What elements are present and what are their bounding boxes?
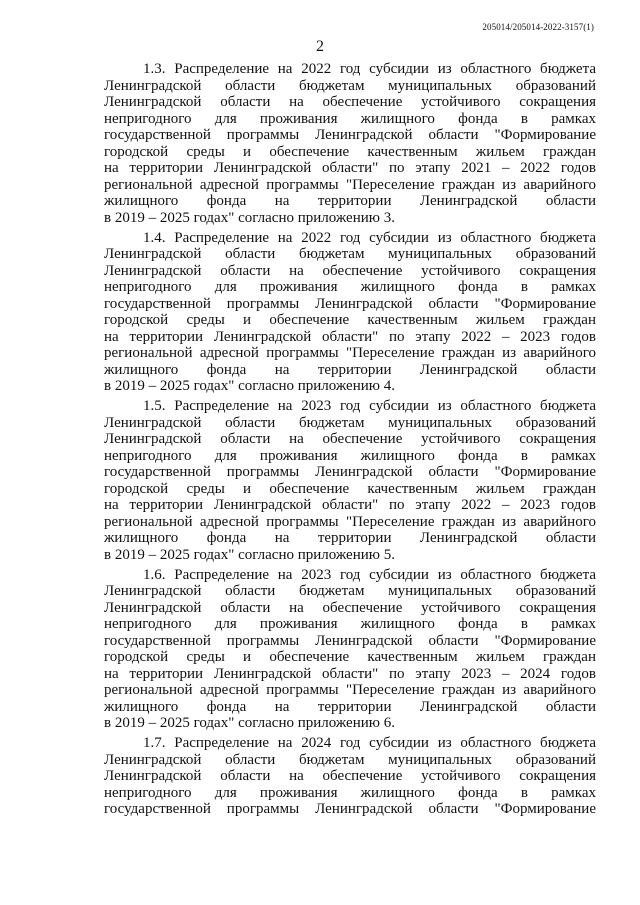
text-line: городской среды и обеспечение качественным жильем граждан	[104, 143, 596, 160]
text-line: региональной адресной программы "Переселение граждан из аварийного	[104, 176, 596, 193]
paragraph-1-3	[104, 61, 596, 226]
paragraph-1-4	[104, 230, 596, 395]
text-line: региональной адресной программы "Переселение граждан из аварийного	[104, 345, 596, 361]
text-line: Ленинградской области на обеспечение устойчивого сокращения	[104, 262, 596, 279]
text-line: 1.3. Распределение на 2022 год субсидии из областного бюджета	[143, 61, 596, 77]
text-line: жилищного фонда на территории Ленинградской области	[104, 361, 596, 378]
paragraph-1-5	[104, 398, 596, 563]
text-line: Ленинградской области бюджетам муниципальных образований	[104, 583, 596, 599]
text-line: в 2019 – 2025 годах" согласно приложению 6.	[104, 715, 395, 731]
text-line: на территории Ленинградской области" по этапу 2022 – 2023 годов	[104, 328, 596, 345]
text-line: Ленинградской области бюджетам муниципальных образований	[104, 414, 596, 431]
text-line: Ленинградской области бюджетам муниципальных образований	[104, 246, 596, 262]
document-body	[104, 61, 596, 818]
document-id: 205014/205014-2022-3157(1)	[482, 22, 594, 32]
text-line: государственной программы Ленинградской области "Формирование	[104, 632, 596, 649]
text-line: государственной программы Ленинградской области "Формирование	[104, 127, 596, 143]
text-line: жилищного фонда на территории Ленинградской области	[104, 193, 596, 209]
text-line: на территории Ленинградской области" по этапу 2022 – 2023 годов	[104, 497, 596, 513]
text-line: жилищного фонда на территории Ленинградской области	[104, 698, 596, 715]
text-line: государственной программы Ленинградской области "Формирование	[104, 801, 596, 817]
text-line: Ленинградской области на обеспечение устойчивого сокращения	[104, 599, 596, 616]
text-line: в 2019 – 2025 годах" согласно приложению 3.	[104, 209, 395, 226]
text-line: Ленинградской области на обеспечение устойчивого сокращения	[104, 768, 596, 784]
text-line: на территории Ленинградской области" по этапу 2023 – 2024 годов	[104, 665, 596, 682]
text-line: непригодного для проживания жилищного фонда в рамках	[104, 784, 596, 801]
paragraph-1-7	[104, 735, 596, 818]
paragraph-1-6	[104, 567, 596, 732]
text-line: Ленинградской области на обеспечение устойчивого сокращения	[104, 94, 596, 110]
text-line: в 2019 – 2025 годах" согласно приложению 5.	[104, 546, 395, 563]
text-line: Ленинградской области бюджетам муниципальных образований	[104, 751, 596, 768]
text-line: региональной адресной программы "Переселение граждан из аварийного	[104, 513, 596, 530]
text-line: 1.6. Распределение на 2023 год субсидии из областного бюджета	[143, 566, 596, 583]
text-line: непригодного для проживания жилищного фонда в рамках	[104, 447, 596, 464]
text-line: городской среды и обеспечение качественным жильем граждан	[104, 480, 596, 497]
text-line: городской среды и обеспечение качественным жильем граждан	[104, 312, 596, 328]
text-line: государственной программы Ленинградской области "Формирование	[104, 464, 596, 480]
page-number: 2	[316, 38, 324, 55]
text-line: 1.5. Распределение на 2023 год субсидии из областного бюджета	[143, 398, 596, 414]
text-line: непригодного для проживания жилищного фонда в рамках	[104, 110, 596, 127]
text-line: региональной адресной программы "Переселение граждан из аварийного	[104, 682, 596, 698]
text-line: в 2019 – 2025 годах" согласно приложению 4.	[104, 378, 395, 394]
text-line: государственной программы Ленинградской области "Формирование	[104, 295, 596, 312]
text-line: городской среды и обеспечение качественным жильем граждан	[104, 649, 596, 665]
text-line: на территории Ленинградской области" по этапу 2021 – 2022 годов	[104, 160, 596, 176]
text-line: непригодного для проживания жилищного фонда в рамках	[104, 616, 596, 632]
text-line: Ленинградской области бюджетам муниципальных образований	[104, 77, 596, 94]
text-line: 1.7. Распределение на 2024 год субсидии из областного бюджета	[143, 735, 596, 751]
text-line: жилищного фонда на территории Ленинградской области	[104, 530, 596, 546]
text-line: непригодного для проживания жилищного фонда в рамках	[104, 279, 596, 295]
text-line: Ленинградской области на обеспечение устойчивого сокращения	[104, 431, 596, 447]
text-line: 1.4. Распределение на 2022 год субсидии из областного бюджета	[143, 229, 596, 246]
